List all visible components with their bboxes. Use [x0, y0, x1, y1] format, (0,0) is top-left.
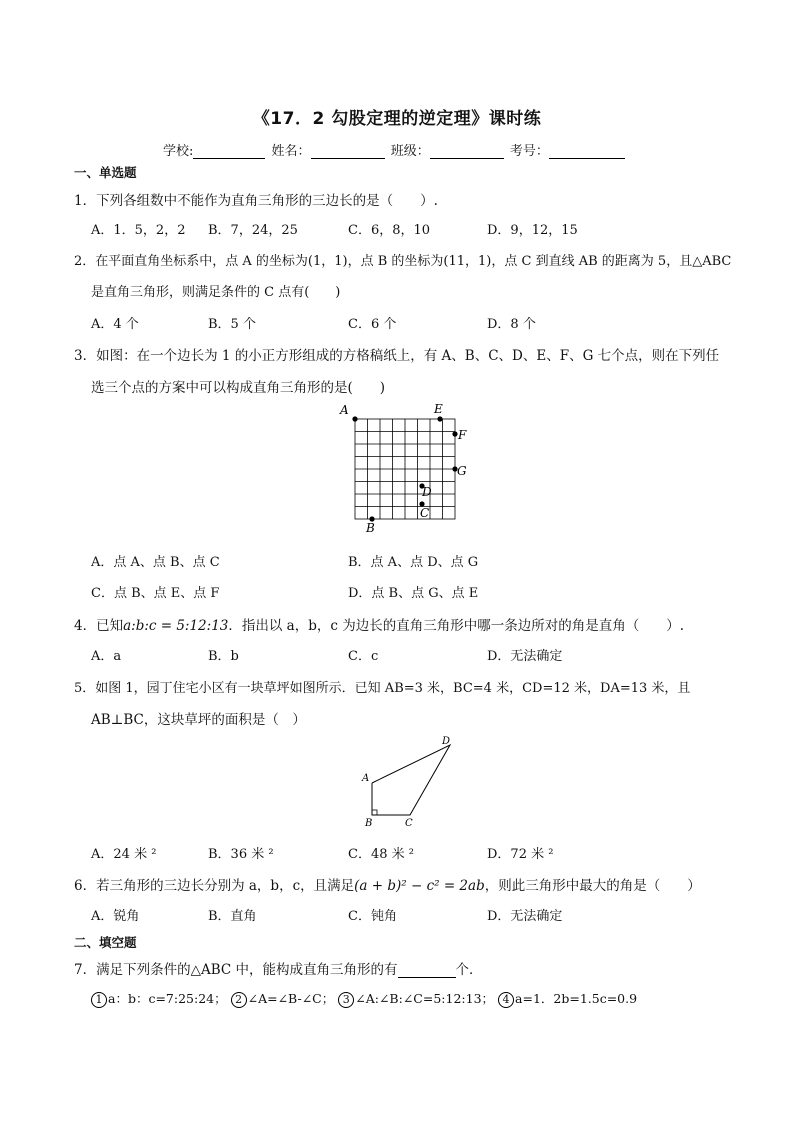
q1-option-a[interactable]: A．1．5，2，2 [91, 223, 186, 238]
q6-option-b[interactable]: B．直角 [208, 909, 257, 924]
grid-lines [355, 419, 455, 519]
condition-4-marker: 4 [498, 992, 514, 1008]
q1-option-d[interactable]: D．9，12，15 [487, 223, 578, 238]
point-g-label: G [457, 464, 467, 478]
question-3-stem-line1: 3．如图：在一个边长为 1 的小正方形组成的方格稿纸上，有 A、B、C、D、E、F、G 七个点，则在下列任 [74, 348, 720, 364]
point-c-label: C [420, 506, 430, 520]
section-heading-single-choice: 一、单选题 [74, 165, 137, 180]
question-4-stem [74, 614, 684, 634]
point-d-label: D [442, 736, 451, 747]
q7-stem-prefix: 7．满足下列条件的△ABC 中，能构成直角三角形的有 [74, 962, 398, 978]
school-label: 学校: [163, 144, 194, 159]
q5-option-a[interactable]: A．24 米 ² [91, 847, 157, 862]
q7-answer-blank[interactable] [398, 965, 456, 978]
q6-stem-prefix: 6．若三角形的三边长分别为 a，b，c，且满足 [74, 878, 355, 894]
class-blank[interactable] [430, 145, 504, 159]
section-heading-fill-in: 二、填空题 [74, 935, 137, 950]
point-a-label: A [362, 773, 370, 784]
lawn-quadrilateral [372, 745, 450, 815]
q6-condition-formula: (a + b)² − c² = 2ab [354, 878, 485, 894]
name-label: 姓名： [271, 144, 311, 159]
q3-option-a[interactable]: A．点 A、点 B、点 C [91, 555, 220, 570]
q5-option-d[interactable]: D．72 米 ² [487, 847, 554, 862]
point-a-label: A [340, 403, 349, 417]
condition-2-marker: 2 [231, 992, 247, 1008]
question-2-stem-line2: 是直角三角形，则满足条件的 C 点有( ) [91, 285, 341, 300]
q5-option-b[interactable]: B．36 米 ² [208, 847, 274, 862]
point-f-label: F [458, 428, 467, 442]
condition-2-text: ∠A=∠B-∠C； [247, 991, 335, 1006]
exam-number-label: 考号： [509, 144, 549, 159]
q4-ratio-formula: a:b:c = 5:12:13 [123, 618, 229, 634]
question-7-stem [74, 958, 483, 978]
q4-stem-suffix: ．指出以 a，b，c 为边长的直角三角形中哪一条边所对的角是直角（ ）. [228, 618, 685, 634]
question-2-stem-line1: 2．在平面直角坐标系中，点 A 的坐标为(1，1)，点 B 的坐标为(11，1)，点 C 到直线 AB 的距离为 5，且△ABC [74, 254, 732, 269]
q3-option-c[interactable]: C．点 B、点 E、点 F [91, 586, 220, 601]
school-blank[interactable] [193, 145, 265, 159]
q3-option-b[interactable]: B．点 A、点 D、点 G [348, 555, 479, 570]
point-e-dot [437, 416, 442, 421]
q4-option-d[interactable]: D．无法确定 [487, 649, 563, 664]
q2-option-b[interactable]: B．5 个 [208, 317, 256, 332]
q2-option-a[interactable]: A．4 个 [91, 317, 139, 332]
q7-stem-suffix: 个． [455, 962, 483, 978]
condition-3-marker: 3 [338, 992, 354, 1008]
q4-option-c[interactable]: C．c [348, 649, 379, 664]
q2-option-c[interactable]: C．6 个 [348, 317, 397, 332]
student-info-line [163, 140, 627, 159]
right-angle-mark [372, 810, 377, 815]
q4-option-b[interactable]: B．b [208, 649, 239, 664]
q3-option-d[interactable]: D．点 B、点 G、点 E [348, 586, 479, 601]
q7-conditions [91, 989, 637, 1008]
q6-stem-suffix: ，则此三角形中最大的角是（ ） [484, 878, 701, 894]
point-b-label: B [366, 521, 375, 535]
q6-option-a[interactable]: A．锐角 [91, 909, 140, 924]
q5-lawn-figure [356, 735, 466, 830]
q2-option-d[interactable]: D．8 个 [487, 317, 536, 332]
point-c-label: C [405, 818, 413, 829]
condition-3-text: ∠A:∠B:∠C=5:12:13； [355, 991, 495, 1006]
q5-option-c[interactable]: C．48 米 ² [348, 847, 414, 862]
question-3-stem-line2: 选三个点的方案中可以构成直角三角形的是( ) [91, 380, 386, 396]
question-5-stem-line2: AB⊥BC，这块草坪的面积是（ ） [91, 712, 306, 728]
q1-option-c[interactable]: C．6，8，10 [348, 223, 431, 238]
point-e-label: E [434, 402, 443, 416]
question-6-stem [74, 874, 701, 894]
page-title: 《17．2 勾股定理的逆定理》课时练 [252, 109, 542, 129]
question-1-stem: 1．下列各组数中不能作为直角三角形的三边长的是（ ）. [74, 193, 438, 209]
condition-1-marker: 1 [91, 992, 107, 1008]
q1-option-b[interactable]: B．7，24，25 [208, 223, 298, 238]
q6-option-d[interactable]: D．无法确定 [487, 909, 563, 924]
condition-1-text: a：b：c=7:25:24； [108, 991, 227, 1006]
q3-grid-figure [334, 398, 474, 538]
class-label: 班级： [390, 144, 430, 159]
point-d-label: D [422, 485, 432, 499]
point-f-dot [452, 431, 457, 436]
name-blank[interactable] [311, 145, 385, 159]
point-a-dot [352, 416, 357, 421]
q4-option-a[interactable]: A．a [91, 649, 122, 664]
question-5-stem-line1: 5．如图 1，园丁住宅小区有一块草坪如图所示．已知 AB=3 米，BC=4 米，CD=12 米，DA=13 米，且 [74, 681, 691, 696]
condition-4-text: a=1．2b=1.5c=0.9 [515, 991, 638, 1006]
q4-stem-prefix: 4．已知 [74, 618, 124, 634]
exam-number-blank[interactable] [549, 145, 625, 159]
point-b-label: B [365, 818, 373, 829]
q6-option-c[interactable]: C．钝角 [348, 909, 397, 924]
